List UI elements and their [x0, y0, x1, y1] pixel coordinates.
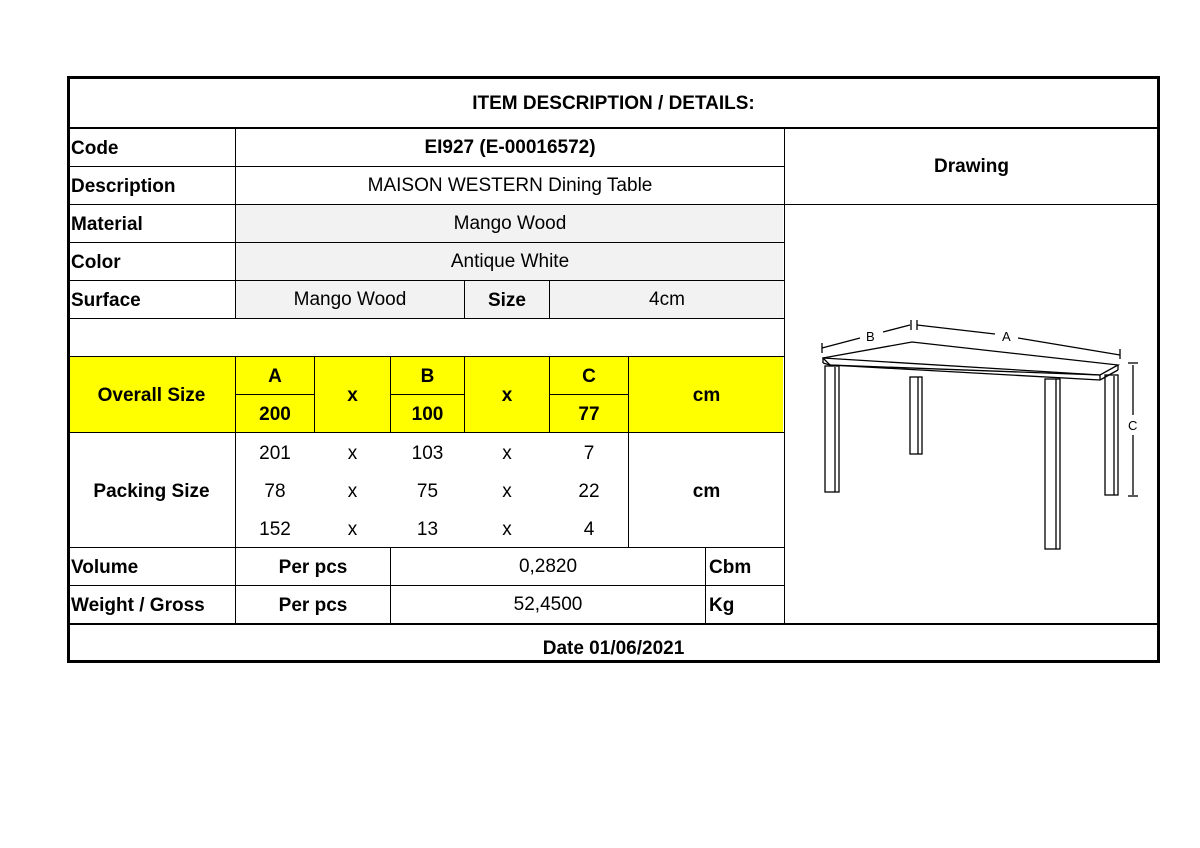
col-drawing-divider	[784, 128, 785, 624]
volume-per: Per pcs	[278, 557, 348, 578]
packing-row-3-x2: x	[502, 519, 512, 540]
weight-label: Weight / Gross	[71, 595, 205, 616]
line-overall-mid-b	[390, 394, 464, 395]
col-unit-left	[628, 356, 629, 548]
overall-header-b: B	[420, 366, 435, 387]
overall-value-a: 200	[259, 404, 291, 425]
description-label: Description	[71, 176, 176, 197]
line-packing-bottom	[67, 547, 784, 548]
packing-row-2-x2: x	[502, 481, 512, 502]
weight-per: Per pcs	[278, 595, 348, 616]
packing-row-3-a: 152	[259, 519, 291, 540]
footer-date: Date 01/06/2021	[542, 638, 685, 659]
overall-unit: cm	[692, 385, 721, 406]
leg-back-right	[1105, 375, 1118, 495]
overall-value-c: 77	[578, 404, 600, 425]
color-value: Antique White	[450, 251, 570, 272]
packing-row-1-x1: x	[347, 443, 358, 464]
material-label: Material	[71, 214, 143, 235]
overall-header-a: A	[268, 366, 282, 387]
weight-unit: Kg	[709, 595, 735, 616]
surface-value: Mango Wood	[293, 289, 407, 310]
line-material-bottom	[67, 242, 784, 243]
weight-value: 52,4500	[513, 594, 583, 615]
leg-front-left	[825, 366, 839, 492]
packing-row-2-x1: x	[347, 481, 358, 502]
packing-row-1-c: 7	[583, 443, 595, 464]
packing-row-1-x2: x	[502, 443, 512, 464]
packing-row-1-a: 201	[259, 443, 291, 464]
line-overall-mid-c	[549, 394, 628, 395]
line-overall-mid	[236, 394, 314, 395]
dim-a-label: A	[1002, 329, 1011, 344]
page-title: ITEM DESCRIPTION / DETAILS:	[472, 93, 755, 114]
overall-size-label: Overall Size	[97, 385, 206, 406]
description-value: MAISON WESTERN Dining Table	[367, 175, 653, 196]
dim-c-label: C	[1128, 418, 1138, 433]
packing-row-2-a: 78	[264, 481, 286, 502]
col-unit-small-left	[705, 547, 706, 624]
color-label: Color	[71, 252, 121, 273]
line-code-bottom	[67, 166, 784, 167]
line-color-bottom	[67, 280, 784, 281]
volume-unit: Cbm	[709, 557, 752, 578]
title-divider	[67, 127, 1160, 129]
table-drawing	[800, 315, 1150, 565]
packing-row-3-c: 4	[583, 519, 595, 540]
dim-b-line-right	[883, 325, 910, 332]
packing-row-2-b: 75	[416, 481, 439, 502]
line-overall-bottom	[67, 432, 784, 433]
overall-value-b: 100	[411, 404, 444, 425]
packing-row-1-b: 103	[411, 443, 444, 464]
volume-value: 0,2820	[518, 556, 578, 577]
overall-header-c: C	[582, 366, 596, 387]
packing-unit: cm	[692, 481, 721, 502]
overall-x2: x	[501, 385, 513, 406]
packing-row-2-c: 22	[578, 481, 600, 502]
code-value: EI927 (E-00016572)	[424, 137, 596, 158]
leg-front-right	[1045, 379, 1060, 549]
surface-label: Surface	[71, 290, 141, 311]
packing-row-3-b: 13	[416, 519, 439, 540]
line-surface-bottom	[67, 318, 784, 319]
dim-b-label: B	[866, 329, 875, 344]
code-label: Code	[71, 138, 119, 159]
dim-a-line-left	[917, 325, 995, 334]
packing-row-3-x1: x	[347, 519, 358, 540]
drawing-label: Drawing	[934, 156, 1009, 177]
leg-back-left	[910, 377, 922, 454]
line-drawing-header-bottom	[784, 204, 1160, 205]
line-description-bottom	[67, 204, 784, 205]
dim-a-line-right	[1018, 338, 1120, 355]
overall-x1: x	[347, 385, 358, 406]
line-volume-bottom	[67, 585, 784, 586]
dim-b-line-left	[822, 338, 860, 348]
volume-label: Volume	[71, 557, 139, 578]
size-value: 4cm	[649, 289, 685, 310]
packing-size-label: Packing Size	[93, 481, 210, 502]
footer-divider	[67, 623, 1160, 625]
line-overall-top	[67, 356, 784, 357]
size-label: Size	[487, 290, 527, 311]
material-value: Mango Wood	[453, 213, 567, 234]
